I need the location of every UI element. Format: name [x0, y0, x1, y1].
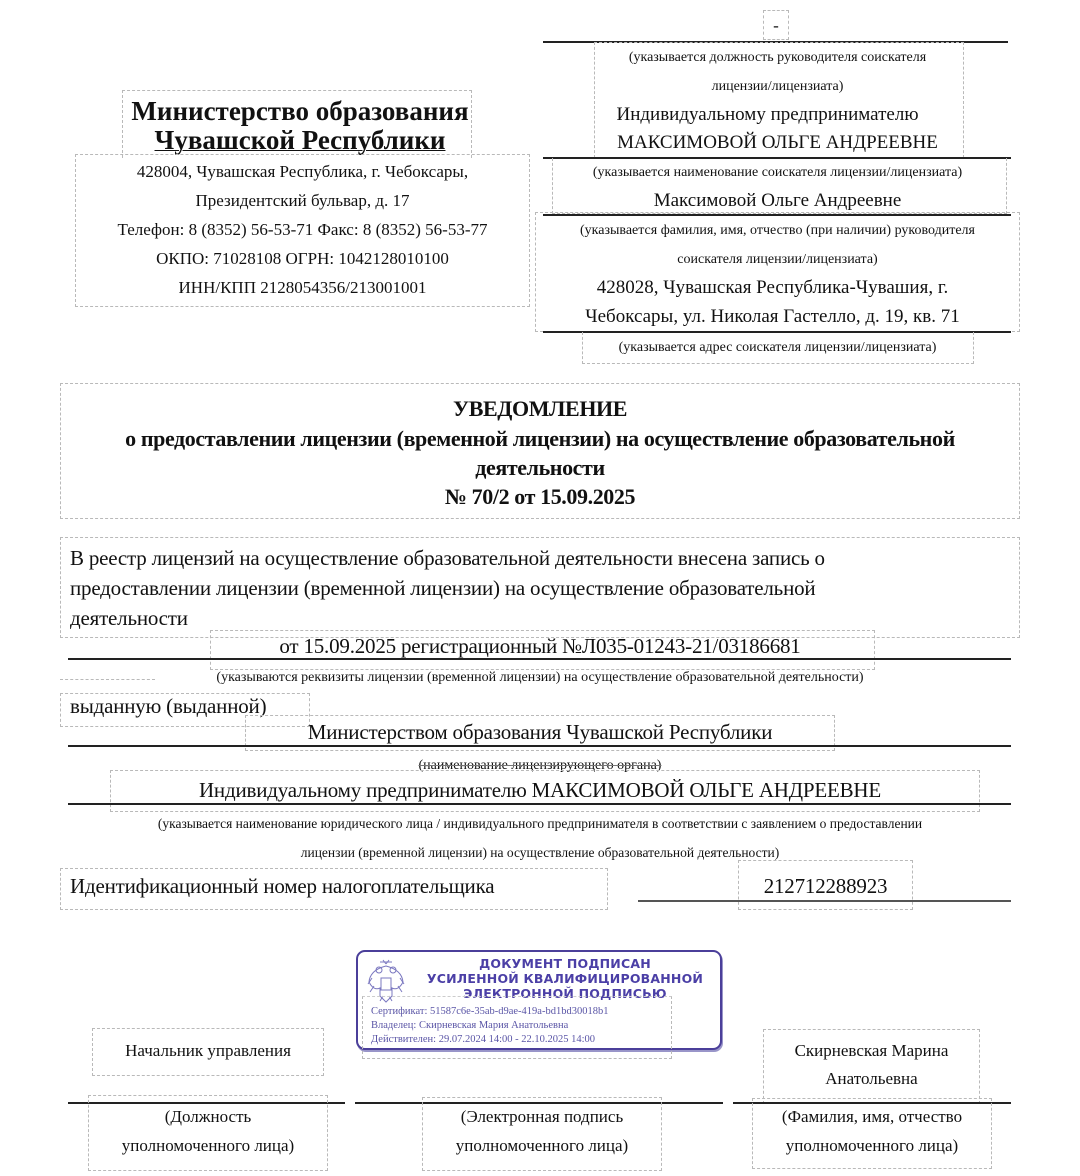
stamp-validity: Действителен: 29.07.2024 14:00 - 22.10.2025 14:00: [371, 1034, 596, 1045]
position-caption-2: уполномоченного лица): [121, 1136, 295, 1155]
license-details: от 15.09.2025 регистрационный №Л035-01243-21/03186681: [279, 634, 801, 658]
document-heading: УВЕДОМЛЕНИЕ: [452, 396, 628, 421]
document-number-date: № 70/2 от 15.09.2025: [444, 484, 636, 509]
licensee-line: [68, 803, 1011, 805]
stamp-details-box: [362, 996, 672, 1059]
licensee-caption-line-1: (указывается наименование юридического лица / индивидуального предпринимателя в соответствии с заявлением о предоставлении: [157, 816, 923, 831]
recipient-head-caption-1: (указывается фамилия, имя, отчество (при наличии) руководителя: [580, 223, 975, 238]
name-caption-1: (Фамилия, имя, отчество: [781, 1107, 963, 1126]
recipient-position-caption-1: (указывается должность руководителя соискателя: [628, 50, 927, 65]
body-paragraph-line-2: предоставлении лицензии (временной лицензии) на осуществление образовательной: [70, 576, 816, 600]
signer-name-line-2: Анатольевна: [825, 1069, 918, 1088]
issuer-okpo-ogrn: ОКПО: 71028108 ОГРН: 1042128010100: [156, 249, 449, 268]
dash-segment: [60, 679, 155, 680]
name-caption-2: уполномоченного лица): [785, 1136, 959, 1155]
issuer-phone-fax: Телефон: 8 (8352) 56-53-71 Факс: 8 (8352) 56-53-77: [117, 220, 488, 239]
licensee-caption-line-2: лицензии (временной лицензии) на осуществление образовательной деятельности): [300, 845, 780, 860]
inn-value: 212712288923: [763, 874, 888, 898]
recipient-address-line-2: Чебоксары, ул. Николая Гастелло, д. 19, кв. 71: [585, 306, 960, 327]
issuer-address-line-1: 428004, Чувашская Республика, г. Чебоксары,: [136, 162, 469, 181]
issuer-inn-kpp: ИНН/КПП 2128054356/213001001: [178, 278, 427, 297]
licensing-body-caption: (наименование лицензирующего органа): [418, 758, 662, 773]
signer-name-line-1: Скирневская Марина: [794, 1041, 949, 1060]
licensing-body: Министерством образования Чувашской Республики: [307, 720, 773, 744]
recipient-head-name: Максимовой Ольге Андреевне: [653, 190, 902, 211]
recipient-name-line-1: Индивидуальному предпринимателю: [616, 104, 919, 125]
recipient-address-line-1: 428028, Чувашская Республика-Чувашия, г.: [596, 277, 949, 298]
stamp-certificate: Сертификат: 51587c6e-35ab-d9ae-419a-bd1bd30018b1: [371, 1006, 609, 1017]
recipient-position-caption-2: лицензии/лицензиата): [711, 79, 844, 94]
recipient-head-caption-2: соискателя лицензии/лицензиата): [677, 252, 878, 267]
issuer-name-line-1: Министерство образования: [131, 96, 469, 126]
issued-label: выданную (выданной): [70, 694, 267, 718]
inn-label: Идентификационный номер налогоплательщика: [70, 874, 495, 898]
inn-value-line: [638, 900, 1011, 902]
stamp-heading-1: ДОКУМЕНТ ПОДПИСАН: [479, 956, 651, 971]
licensing-body-line: [68, 745, 1011, 747]
issuer-name-line-2-text: Чувашской Республики: [154, 125, 446, 155]
stamp-heading-3: ЭЛЕКТРОННОЙ ПОДПИСЬЮ: [463, 986, 667, 1001]
stamp-owner: Владелец: Скирневская Мария Анатольевна: [371, 1020, 569, 1031]
license-details-caption: (указываются реквизиты лицензии (временной лицензии) на осуществление образовательной деятельности): [216, 670, 864, 685]
body-paragraph-line-3: деятельности: [70, 606, 188, 630]
license-details-line: [68, 658, 1011, 660]
licensee-name: Индивидуальному предпринимателю МАКСИМОВОЙ ОЛЬГЕ АНДРЕЕВНЕ: [198, 778, 882, 802]
recipient-name-line-2: МАКСИМОВОЙ ОЛЬГЕ АНДРЕЕВНЕ: [617, 132, 938, 153]
issuer-address-line-2: Президентский бульвар, д. 17: [195, 191, 410, 210]
issuer-name-line-2: [100, 126, 500, 155]
recipient-name-caption: (указывается наименование соискателя лицензии/лицензиата): [592, 165, 963, 180]
body-paragraph-line-1: В реестр лицензий на осуществление образовательной деятельности внесена запись о: [70, 546, 825, 570]
recipient-address-caption: (указывается адрес соискателя лицензии/лицензиата): [618, 340, 937, 355]
esign-caption-1: (Электронная подпись: [460, 1107, 624, 1126]
esign-caption-2: уполномоченного лица): [455, 1136, 629, 1155]
document-subtitle-line-2: деятельности: [475, 455, 605, 480]
position-caption-1: (Должность: [164, 1107, 252, 1126]
recipient-position-value: -: [773, 16, 779, 35]
stamp-heading-2: УСИЛЕННОЙ КВАЛИФИЦИРОВАННОЙ: [426, 971, 704, 986]
document-subtitle-line-1: о предоставлении лицензии (временной лицензии) на осуществление образовательной: [125, 426, 955, 451]
signer-position: Начальник управления: [125, 1041, 291, 1060]
